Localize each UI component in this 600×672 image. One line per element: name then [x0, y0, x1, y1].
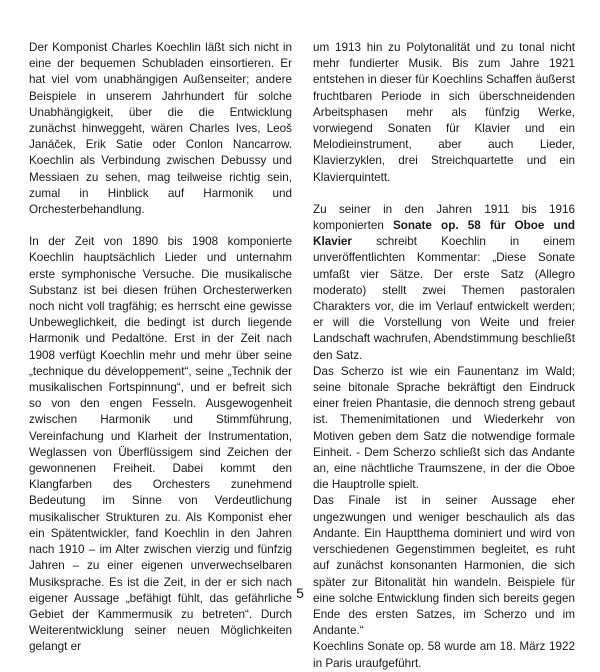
sonata-title: Sonate op. 58 für Oboe und Klavier — [313, 219, 575, 249]
paragraph-polytonality: um 1913 hin zu Polytonalität und zu tonal nicht mehr fundierter Musik. Bis zum Jahre 1921 entstehen in dieser für Koechlins Schaffen äußerst fruchtbaren Periode in sich überschneidenden Arbeitsphasen mehr als fünfzig Werke, vorwiegend Sonaten für Klavier und ein Melodieinstrument, aber auch Lieder, Klavierzyklen, drei Streichquartette und ein Klavierquintett. — [313, 41, 575, 184]
sonata-intro-text: Zu seiner in den Jahren 1911 bis 1916 komponierten — [313, 202, 575, 233]
left-column — [29, 40, 292, 656]
paragraph-sonata-commentary — [313, 202, 575, 364]
page-number: 5 — [296, 585, 304, 601]
paragraph-intro: Der Komponist Charles Koechlin läßt sich nicht in eine der bequemen Schubladen einsortieren. Er hat viel vom unabhängigen Außenseiter; andere Beispiele in unserem Jahrhundert für solche Unabhängigkeit, über die die Entwicklung zunächst hinweggeht, wären Charles Ives, Leoš Janáček, Erik Satie oder Conlon Nancarrow. Koechlin als Verbindung zwischen Debussy und Messiaen zu sehen, mag teilweise richtig sein, zumal in Hinblick auf Harmonik und Orchesterbehandlung. — [29, 41, 292, 217]
paragraph-scherzo: Das Scherzo ist wie ein Faunentanz im Wald; seine bitonale Sprache bekräftigt den Eindruck einer freien Phantasie, die dennoch streng gebaut ist. Themenimitationen und Wiederkehr von Motiven geben dem Satz die notwendige formale Einheit. - Dem Scherzo schließt sich das Andante an, eine nächtliche Traumszene, in der die Oboe die Hauptrolle spielt. — [313, 364, 575, 492]
paragraph-premiere: Koechlins Sonate op. 58 wurde am 18. März 1922 in Paris uraufgeführt. — [313, 640, 575, 670]
sonata-commentary-text: schreibt Koechlin in einem unveröffentlichten Kommentar: „Diese Sonate umfaßt vier Sätze. Der erste Satz (Allegro moderato) stellt zwei Themen pastoralen Charakters vor, die im Verlauf entwickelt werden; er will die Vorstellung von Weite und freier Landschaft wachrufen, Abendstimmung beschließt den Satz. — [313, 235, 575, 362]
paragraph-finale: Das Finale ist in seiner Aussage eher ungezwungen und weniger beschaulich als das Andante. Ein Hauptthema dominiert und wird von verschiedenen Gegenstimmen begleitet, es ruht auf zunächst konsonanten Harmonien, die sich später zur Bitonalität hin wandeln. Beispiele für eine solche Entwicklung finden sich bereits gegen Ende des ersten Satzes, im Scherzo und im Andante.“ — [313, 494, 575, 638]
right-column — [313, 40, 575, 672]
paragraph-early-works: In der Zeit von 1890 bis 1908 komponierte Koechlin hauptsächlich Lieder und unternahm erste symphonische Versuche. Die musikalische Substanz ist bei diesen frühen Orchesterwerken noch nicht voll tragfähig; es herrscht eine gewisse Unbeweglichkeit, die bedingt ist durch liegende Harmonik und Pedaltöne. Erst in der Zeit nach 1908 verfügt Koechlin mehr und mehr über seine „technique du développement“, seine „Technik der musikalischen Fortspinnung“, und er befreit sich so von den engen Fesseln. Ausgewogenheit zwischen Harmonik und Stimmführung, Vereinfachung und Klarheit der Instrumentation, Weglassen von Überflüssigem sind Zeichen der gewonnenen Freiheit. Dabei kommt den Klangfarben des Orchesters zunehmend Bedeutung im Sinne von Verdeutlichung musikalischer Strukturen zu. Als Komponist eher ein Spätentwickler, fand Koechlin in den Jahren nach 1910 – im Alter zwischen vierzig und fünfzig Jahren – zu einer eigenen unverwechselbaren Musiksprache. Es ist die Zeit, in der er sich nach eigener Aussage „befähigt fühlt, das gefährliche Gebiet der Kammermusik zu betreten“. Durch Weiterentwicklung seiner neuen Möglichkeiten gelangt er — [29, 235, 292, 654]
